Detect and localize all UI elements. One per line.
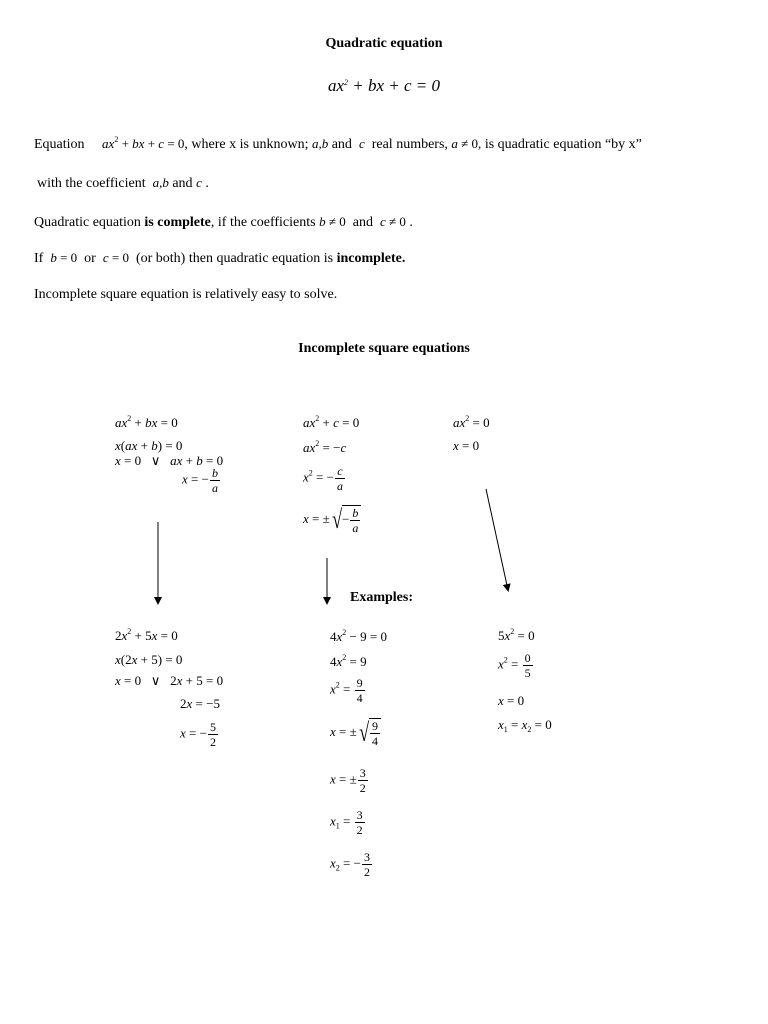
page-title: Quadratic equation (325, 36, 443, 51)
ex2-line5: x = ± $\frac{3}{2}$ (330, 766, 366, 795)
easy-note: Incomplete square equation is relatively easy to solve. (34, 287, 338, 302)
ex3-line2: $x^2$ = $\frac{0}{5}$ (498, 651, 531, 680)
col1-eq4: x = − $\frac{b}{a}$ (182, 466, 218, 495)
main-equation: $ax^2$ + bx + c = 0 (327, 76, 441, 95)
ex1-line2: x(2x + 5) = 0 (115, 652, 183, 667)
col2-eq2: $ax^2 = -c$ (303, 439, 347, 455)
ex1-line5: x = − $\frac{5}{2}$ (180, 720, 216, 749)
intro-line-1: Equation $ax^2$ + bx + c = 0, where x is unknown; a,b and c real numbers, a ≠ 0, is quadratic equation “by x” (34, 135, 642, 152)
section-title: Incomplete square equations (298, 341, 470, 356)
incomplete-definition: If b = 0 or c = 0 (or both) then quadratic equation is incomplete. (34, 250, 406, 266)
ex1-line1: $2x^2 + 5x = 0$ (115, 627, 178, 643)
arrow-down-icon (486, 489, 508, 590)
ex2-line3: $x^2$ = $\frac{9}{4}$ (330, 676, 363, 705)
ex2-line7: $x_2$ = − $\frac{3}{2}$ (330, 850, 370, 879)
col2-eq1: $ax^2 + c = 0$ (303, 414, 360, 430)
col3-eq1: $ax^2 = 0$ (453, 414, 490, 430)
ex1-line3: x = 0 ∨ 2x + 5 = 0 (115, 673, 224, 688)
ex2-line4: x = ±√ $\frac{9}{4}$ (330, 718, 381, 748)
complete-definition: Quadratic equation is complete, if the coefficients b ≠ 0 and c ≠ 0 . (34, 214, 413, 230)
ex2-line6: $x_1$ = $\frac{3}{2}$ (330, 808, 363, 837)
col2-eq4: x = ±√− $\frac{b}{a}$ (303, 505, 361, 535)
examples-label: Examples: (350, 590, 413, 605)
ex1-line4: 2x = −5 (180, 696, 220, 711)
col1-eq2: x(ax + b) = 0 (115, 438, 183, 453)
col1-eq3: x = 0 ∨ ax + b = 0 (115, 453, 224, 468)
col3-eq2: x = 0 (453, 438, 480, 453)
col1-eq1: $ax^2$ + bx = 0 (115, 414, 178, 430)
ex2-line1: $4x^2 - 9 = 0$ (330, 628, 387, 644)
ex3-line4: $x_1 = x_2 = 0$ (498, 717, 552, 734)
col2-eq3: $x^2$ = − $\frac{c}{a}$ (303, 464, 343, 493)
ex3-line1: $5x^2 = 0$ (498, 627, 535, 643)
ex2-line2: $4x^2 = 9$ (330, 653, 367, 669)
ex3-line3: x = 0 (498, 693, 525, 708)
intro-line-2: with the coefficient a,b and c . (37, 175, 209, 191)
